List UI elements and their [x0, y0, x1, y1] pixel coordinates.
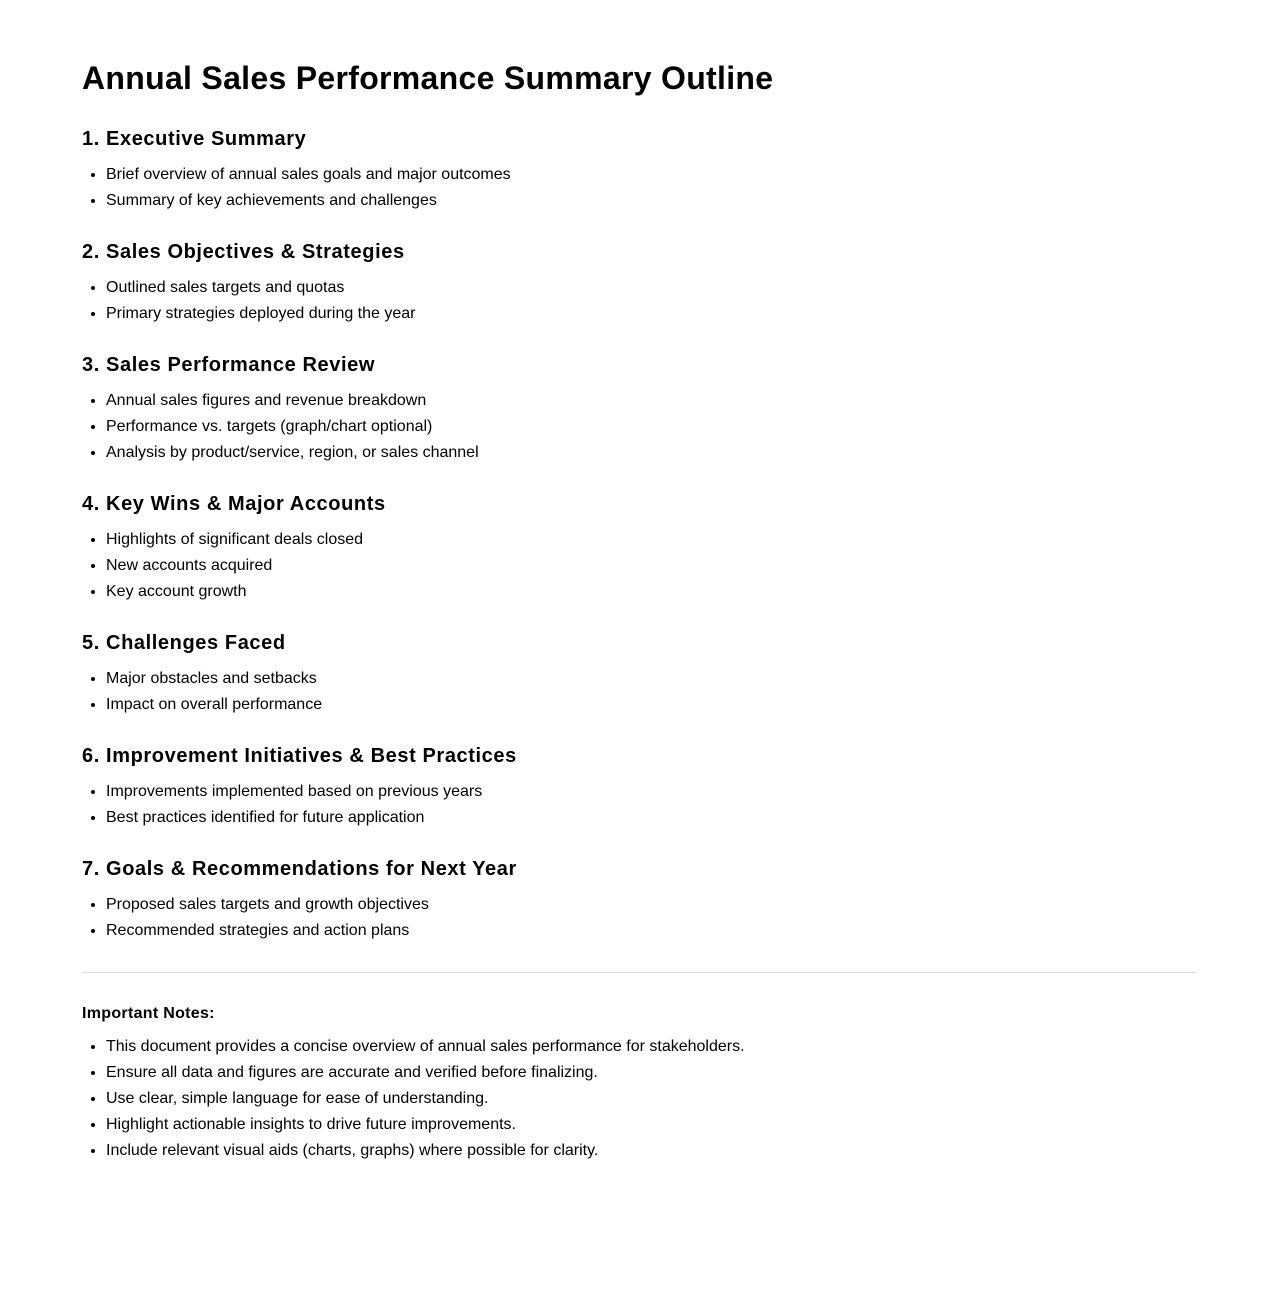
note-item: • Use clear, simple language for ease of understanding. [106, 1086, 1196, 1112]
list-item: • Improvements implemented based on previous years [106, 779, 1196, 805]
section-sales-objectives [82, 214, 1196, 327]
notes-list [82, 1034, 1196, 1164]
bullet-list [82, 162, 1196, 214]
section-improvement-initiatives [82, 718, 1196, 831]
section-heading: 2. Sales Objectives & Strategies [82, 241, 405, 263]
list-item: • Recommended strategies and action plans [106, 918, 1196, 944]
section-heading: 6. Improvement Initiatives & Best Practices [82, 745, 517, 767]
notes-title: Important Notes: [82, 1005, 215, 1022]
section-heading: 3. Sales Performance Review [82, 354, 376, 376]
bullet-list [82, 779, 1196, 831]
section-goals-next-year [82, 831, 1196, 944]
section-executive-summary [82, 98, 1196, 214]
bullet-list [82, 892, 1196, 944]
list-item: • Key account growth [106, 579, 1196, 605]
bullet-list [82, 275, 1196, 327]
list-item: • Performance vs. targets (graph/chart optional) [106, 414, 1196, 440]
bullet-list [82, 666, 1196, 718]
list-item: • Brief overview of annual sales goals and major outcomes [106, 162, 1196, 188]
note-item: • Ensure all data and figures are accurate and verified before finalizing. [106, 1060, 1196, 1086]
bullet-list [82, 388, 1196, 466]
list-item: • Primary strategies deployed during the year [106, 301, 1196, 327]
section-performance-review [82, 327, 1196, 466]
section-key-wins [82, 466, 1196, 605]
list-item: • Analysis by product/service, region, or sales channel [106, 440, 1196, 466]
section-heading: 1. Executive Summary [82, 128, 307, 150]
list-item: • Best practices identified for future application [106, 805, 1196, 831]
important-notes [82, 973, 1196, 1164]
list-item: • Annual sales figures and revenue breakdown [106, 388, 1196, 414]
list-item: • Summary of key achievements and challenges [106, 188, 1196, 214]
list-item: • New accounts acquired [106, 553, 1196, 579]
list-item: • Outlined sales targets and quotas [106, 275, 1196, 301]
list-item: • Major obstacles and setbacks [106, 666, 1196, 692]
page-title: Annual Sales Performance Summary Outline [82, 60, 774, 96]
bullet-list [82, 527, 1196, 605]
note-item: • Include relevant visual aids (charts, graphs) where possible for clarity. [106, 1138, 1196, 1164]
section-heading: 7. Goals & Recommendations for Next Year [82, 858, 517, 880]
note-item: • This document provides a concise overview of annual sales performance for stakeholders. [106, 1034, 1196, 1060]
list-item: • Highlights of significant deals closed [106, 527, 1196, 553]
list-item: • Proposed sales targets and growth objectives [106, 892, 1196, 918]
list-item: • Impact on overall performance [106, 692, 1196, 718]
section-heading: 5. Challenges Faced [82, 632, 286, 654]
section-heading: 4. Key Wins & Major Accounts [82, 493, 386, 515]
note-item: • Highlight actionable insights to drive future improvements. [106, 1112, 1196, 1138]
section-challenges [82, 605, 1196, 718]
